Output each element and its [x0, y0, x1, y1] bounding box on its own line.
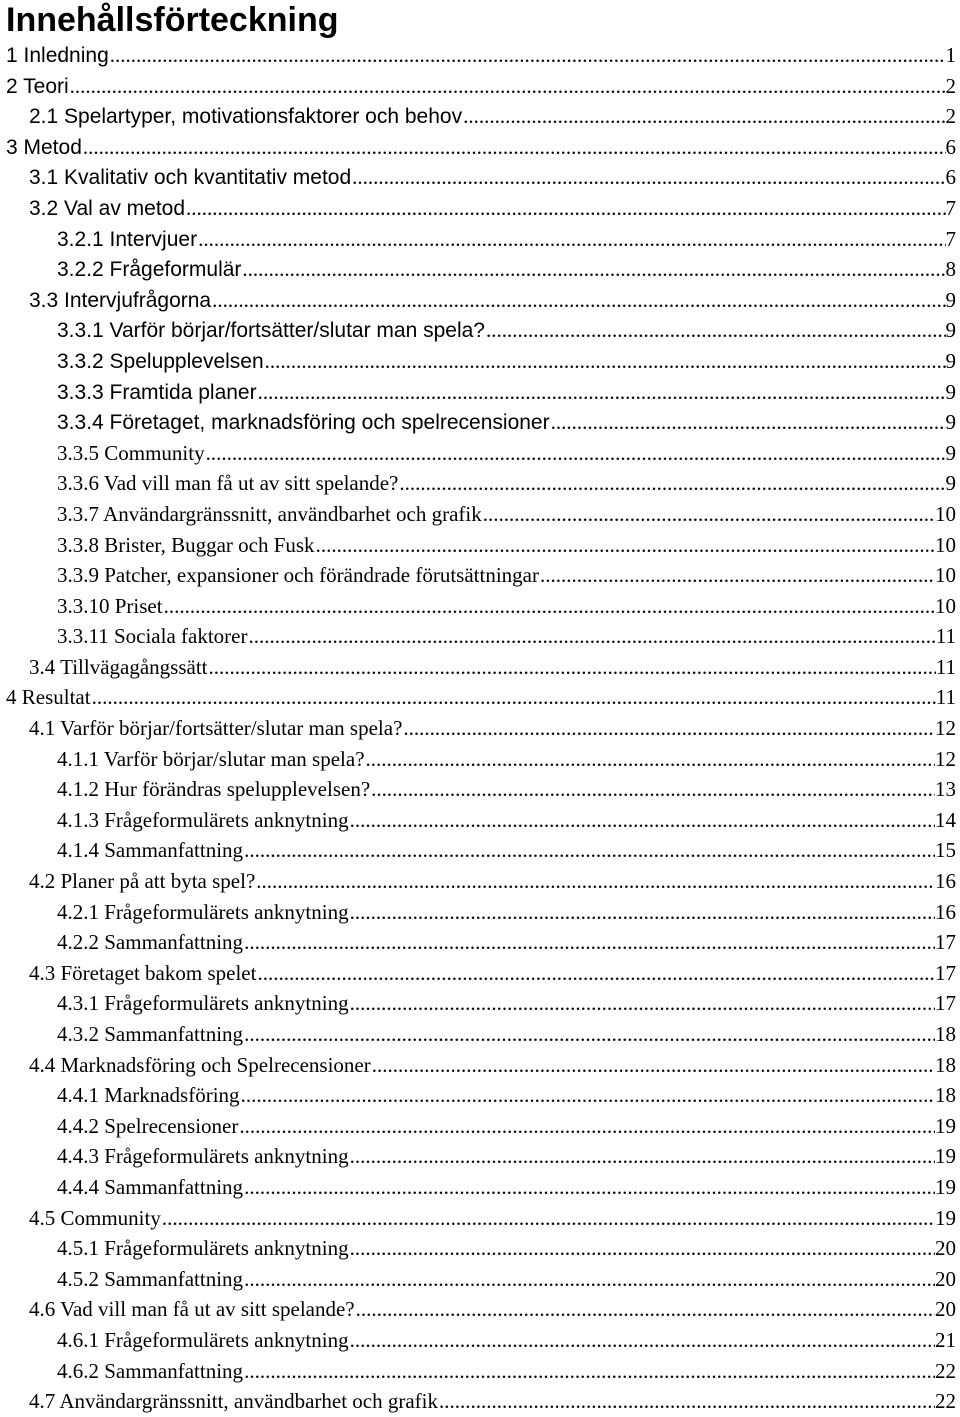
toc-entry-page-number: 20 [935, 1264, 960, 1295]
toc-entry-label: 1 Inledning [0, 41, 109, 71]
toc-dot-leader [402, 713, 935, 744]
toc-entry-label: 3.3.8 Brister, Buggar och Fusk [0, 530, 315, 561]
toc-dot-leader [197, 224, 945, 255]
toc-entry[interactable] [0, 1019, 960, 1050]
toc-entry-label: 4.4 Marknadsföring och Spelrecensioner [0, 1050, 371, 1081]
toc-entry-page-number: 9 [946, 377, 960, 408]
toc-entry[interactable] [0, 40, 960, 71]
toc-entry-page-number: 12 [935, 744, 960, 775]
toc-entry[interactable] [0, 652, 960, 683]
toc-title: Innehållsförteckning [6, 0, 339, 40]
toc-entry-page-number: 20 [935, 1294, 960, 1325]
toc-entry-page-number: 14 [935, 805, 960, 836]
toc-entry-label: 3.3.3 Framtida planer [0, 378, 257, 408]
toc-dot-leader [238, 1111, 935, 1142]
toc-entry-page-number: 9 [946, 315, 960, 346]
toc-entry[interactable] [0, 1080, 960, 1111]
toc-entry[interactable] [0, 774, 960, 805]
toc-entry[interactable] [0, 1050, 960, 1081]
toc-entry-page-number: 13 [935, 774, 960, 805]
toc-dot-leader [264, 346, 946, 377]
toc-dot-leader [243, 835, 935, 866]
toc-dot-leader [241, 254, 945, 285]
toc-entry-label: 4.2.1 Frågeformulärets anknytning [0, 897, 349, 928]
toc-entry[interactable] [0, 285, 960, 316]
toc-entry[interactable] [0, 1294, 960, 1325]
toc-entry-page-number: 9 [946, 346, 960, 377]
toc-entry-page-number: 6 [946, 132, 960, 163]
toc-entry-label: 4.1 Varför börjar/fortsätter/slutar man spela? [0, 713, 402, 744]
toc-dot-leader [365, 744, 935, 775]
toc-entry[interactable] [0, 315, 960, 346]
toc-entry-page-number: 6 [946, 162, 960, 193]
toc-entry-page-number: 1 [946, 40, 960, 71]
toc-entry-label: 4 Resultat [0, 682, 91, 713]
toc-entry-page-number: 19 [935, 1141, 960, 1172]
toc-entry-label: 4.4.4 Sammanfattning [0, 1172, 243, 1203]
toc-entry-label: 3.2 Val av metod [0, 194, 185, 224]
toc-entry-label: 3.3.5 Community [0, 438, 205, 469]
toc-dot-leader [82, 132, 946, 163]
toc-entry[interactable] [0, 1111, 960, 1142]
toc-entry-page-number: 17 [935, 958, 960, 989]
toc-entry-page-number: 2 [946, 101, 960, 132]
toc-entry-label: 3.2.1 Intervjuer [0, 225, 197, 255]
toc-dot-leader [370, 774, 935, 805]
toc-entry-label: 4.1.2 Hur förändras spelupplevelsen? [0, 774, 370, 805]
toc-entry[interactable] [0, 1264, 960, 1295]
toc-entry-label: 4.3.2 Sammanfattning [0, 1019, 243, 1050]
toc-entry[interactable] [0, 1203, 960, 1234]
toc-dot-leader [462, 101, 945, 132]
toc-entry-label: 3.2.2 Frågeformulär [0, 255, 241, 285]
toc-entry-page-number: 9 [946, 407, 960, 438]
toc-entry-label: 3.1 Kvalitativ och kvantitativ metod [0, 163, 351, 193]
toc-entry-page-number: 11 [936, 621, 960, 652]
toc-entry[interactable] [0, 530, 960, 561]
toc-entry-page-number: 10 [935, 560, 960, 591]
toc-entry-label: 4.1.4 Sammanfattning [0, 835, 243, 866]
toc-entry[interactable] [0, 254, 960, 285]
toc-entry[interactable] [0, 468, 960, 499]
toc-entry-page-number: 7 [946, 224, 960, 255]
toc-entry-page-number: 11 [936, 682, 960, 713]
toc-entry-label: 4.1.1 Varför börjar/slutar man spela? [0, 744, 365, 775]
toc-dot-leader [539, 560, 935, 591]
toc-dot-leader [351, 162, 945, 193]
toc-dot-leader [205, 438, 946, 469]
toc-dot-leader [69, 71, 946, 102]
toc-entry-label: 4.5 Community [0, 1203, 161, 1234]
toc-entry[interactable] [0, 438, 960, 469]
toc-entry[interactable] [0, 958, 960, 989]
toc-dot-leader [243, 1264, 935, 1295]
toc-entry-page-number: 20 [935, 1233, 960, 1264]
toc-entry-page-number: 2 [946, 71, 960, 102]
toc-entry-label: 4.2.2 Sammanfattning [0, 927, 243, 958]
toc-entry-label: 3.3 Intervjufrågorna [0, 286, 211, 316]
toc-entry[interactable] [0, 407, 960, 438]
toc-entry-label: 3.3.7 Användargränssnitt, användbarhet och grafik [0, 499, 482, 530]
toc-dot-leader [349, 897, 935, 928]
toc-dot-leader [349, 1325, 935, 1356]
toc-entry-page-number: 7 [946, 193, 960, 224]
toc-dot-leader [163, 591, 935, 622]
toc-entry[interactable] [0, 866, 960, 897]
toc-entry-page-number: 22 [935, 1386, 960, 1417]
toc-entry-label: 4.6 Vad vill man få ut av sitt spelande? [0, 1294, 355, 1325]
toc-dot-leader [255, 866, 935, 897]
toc-entry-page-number: 15 [935, 835, 960, 866]
toc-entry-page-number: 9 [946, 438, 960, 469]
toc-dot-leader [185, 193, 945, 224]
toc-entry[interactable] [0, 1356, 960, 1387]
toc-entry[interactable] [0, 805, 960, 836]
toc-entry-page-number: 18 [935, 1019, 960, 1050]
toc-entry-page-number: 19 [935, 1111, 960, 1142]
toc-entry[interactable] [0, 224, 960, 255]
toc-dot-leader [485, 315, 946, 346]
toc-entry-label: 3.3.2 Spelupplevelsen [0, 347, 264, 377]
toc-entry[interactable] [0, 499, 960, 530]
toc-dot-leader [257, 377, 946, 408]
toc-list [0, 40, 960, 1417]
toc-dot-leader [243, 1019, 935, 1050]
toc-entry[interactable] [0, 591, 960, 622]
toc-entry-label: 2 Teori [0, 72, 69, 102]
toc-entry[interactable] [0, 1233, 960, 1264]
toc-entry-page-number: 19 [935, 1203, 960, 1234]
toc-entry-label: 4.1.3 Frågeformulärets anknytning [0, 805, 349, 836]
toc-dot-leader [355, 1294, 935, 1325]
toc-dot-leader [398, 468, 945, 499]
toc-dot-leader [550, 407, 946, 438]
toc-entry[interactable] [0, 988, 960, 1019]
toc-entry[interactable] [0, 377, 960, 408]
toc-dot-leader [349, 1233, 935, 1264]
toc-dot-leader [161, 1203, 935, 1234]
toc-entry[interactable] [0, 71, 960, 102]
toc-entry-page-number: 8 [946, 254, 960, 285]
toc-entry-label: 4.5.1 Frågeformulärets anknytning [0, 1233, 349, 1264]
toc-entry-label: 4.4.3 Frågeformulärets anknytning [0, 1141, 349, 1172]
toc-entry-label: 4.3.1 Frågeformulärets anknytning [0, 988, 349, 1019]
toc-entry[interactable] [0, 682, 960, 713]
toc-dot-leader [211, 285, 945, 316]
toc-entry[interactable] [0, 162, 960, 193]
toc-entry-label: 4.2 Planer på att byta spel? [0, 866, 255, 897]
toc-entry-page-number: 17 [935, 988, 960, 1019]
toc-entry-label: 4.4.2 Spelrecensioner [0, 1111, 238, 1142]
toc-entry-label: 4.3 Företaget bakom spelet [0, 958, 256, 989]
toc-dot-leader [248, 621, 936, 652]
toc-entry[interactable] [0, 621, 960, 652]
toc-entry-label: 3.3.6 Vad vill man få ut av sitt spelande? [0, 468, 398, 499]
toc-entry-page-number: 10 [935, 530, 960, 561]
toc-entry-label: 4.5.2 Sammanfattning [0, 1264, 243, 1295]
toc-entry[interactable] [0, 101, 960, 132]
toc-entry-page-number: 10 [935, 499, 960, 530]
toc-entry-label: 4.4.1 Marknadsföring [0, 1080, 240, 1111]
toc-entry[interactable] [0, 560, 960, 591]
toc-entry-page-number: 21 [935, 1325, 960, 1356]
toc-entry-page-number: 19 [935, 1172, 960, 1203]
toc-entry-label: 4.7 Användargränssnitt, användbarhet och grafik [0, 1386, 438, 1417]
toc-entry-page-number: 10 [935, 591, 960, 622]
toc-entry[interactable] [0, 713, 960, 744]
toc-dot-leader [349, 805, 935, 836]
toc-entry-label: 4.6.2 Sammanfattning [0, 1356, 243, 1387]
toc-entry-label: 3.3.9 Patcher, expansioner och förändrade förutsättningar [0, 560, 539, 591]
toc-entry-page-number: 16 [935, 897, 960, 928]
toc-entry-label: 3.3.10 Priset [0, 591, 163, 622]
toc-dot-leader [349, 1141, 935, 1172]
toc-entry-label: 3 Metod [0, 133, 82, 163]
toc-dot-leader [349, 988, 935, 1019]
toc-entry-label: 3.3.4 Företaget, marknadsföring och spelrecensioner [0, 408, 550, 438]
toc-entry[interactable] [0, 835, 960, 866]
toc-entry[interactable] [0, 346, 960, 377]
toc-entry-label: 3.3.11 Sociala faktorer [0, 621, 248, 652]
toc-dot-leader [482, 499, 935, 530]
toc-entry-page-number: 16 [935, 866, 960, 897]
toc-dot-leader [91, 682, 936, 713]
toc-dot-leader [438, 1386, 935, 1417]
toc-entry-page-number: 11 [936, 652, 960, 683]
toc-dot-leader [240, 1080, 935, 1111]
toc-dot-leader [243, 927, 935, 958]
toc-dot-leader [109, 40, 946, 71]
toc-entry-label: 3.3.1 Varför börjar/fortsätter/slutar man spela? [0, 316, 485, 346]
toc-entry-page-number: 9 [946, 285, 960, 316]
toc-entry[interactable] [0, 193, 960, 224]
toc-entry-page-number: 12 [935, 713, 960, 744]
toc-entry-page-number: 18 [935, 1080, 960, 1111]
toc-entry[interactable] [0, 1172, 960, 1203]
toc-entry-label: 4.6.1 Frågeformulärets anknytning [0, 1325, 349, 1356]
toc-entry-page-number: 22 [935, 1356, 960, 1387]
toc-entry-page-number: 18 [935, 1050, 960, 1081]
toc-dot-leader [256, 958, 935, 989]
toc-dot-leader [243, 1172, 935, 1203]
toc-entry[interactable] [0, 744, 960, 775]
toc-dot-leader [371, 1050, 935, 1081]
toc-entry-page-number: 17 [935, 927, 960, 958]
toc-entry[interactable] [0, 132, 960, 163]
toc-entry-page-number: 9 [946, 468, 960, 499]
toc-entry-label: 3.4 Tillvägagångssätt [0, 652, 208, 683]
toc-dot-leader [315, 530, 935, 561]
toc-entry[interactable] [0, 927, 960, 958]
toc-entry[interactable] [0, 1141, 960, 1172]
toc-dot-leader [208, 652, 936, 683]
toc-entry[interactable] [0, 897, 960, 928]
toc-dot-leader [243, 1356, 935, 1387]
toc-entry-label: 2.1 Spelartyper, motivationsfaktorer och behov [0, 102, 462, 132]
toc-entry[interactable] [0, 1386, 960, 1417]
toc-entry[interactable] [0, 1325, 960, 1356]
